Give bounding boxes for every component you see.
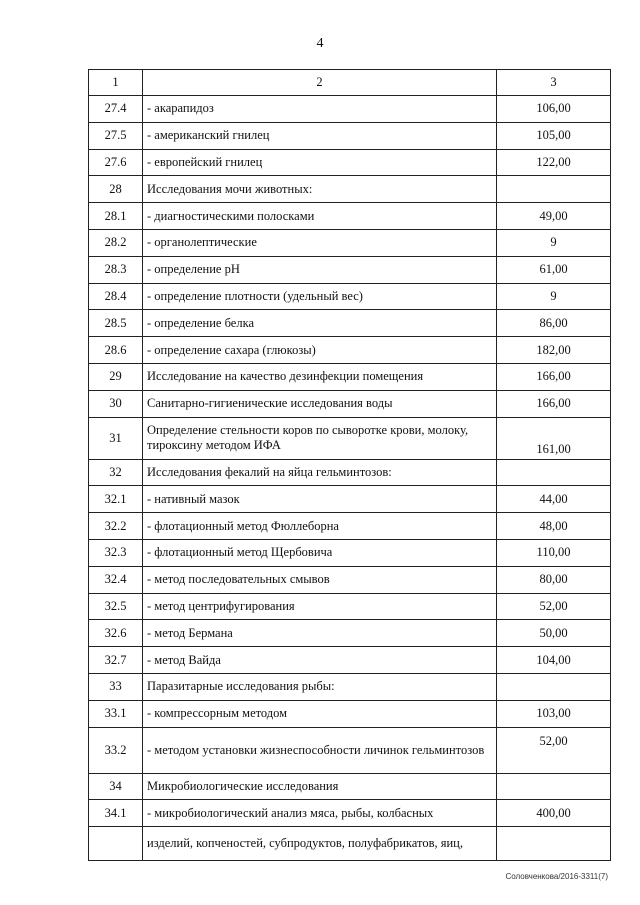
table-row: [89, 673, 611, 700]
row-price: [497, 176, 611, 203]
row-price: 161,00: [497, 417, 611, 459]
row-price: 9: [497, 229, 611, 256]
row-number: 32.6: [89, 620, 143, 647]
row-description: Паразитарные исследования рыбы:: [143, 673, 497, 700]
row-price: 106,00: [497, 96, 611, 123]
row-number: 34: [89, 773, 143, 800]
row-price: [497, 673, 611, 700]
row-number: 32.1: [89, 486, 143, 513]
row-number: 30: [89, 390, 143, 417]
row-price: [497, 459, 611, 486]
table-row: [89, 566, 611, 593]
row-number: 32.4: [89, 566, 143, 593]
row-description: Исследования фекалий на яйца гельминтозов:: [143, 459, 497, 486]
row-number: 32.3: [89, 539, 143, 566]
table-row: [89, 459, 611, 486]
row-number: 32.5: [89, 593, 143, 620]
row-description: - определение сахара (глюкозы): [143, 337, 497, 364]
table-row: [89, 539, 611, 566]
row-price: 80,00: [497, 566, 611, 593]
price-table: [88, 69, 611, 861]
table-header-row: [89, 70, 611, 96]
row-price: 103,00: [497, 700, 611, 727]
row-number: 28.6: [89, 337, 143, 364]
row-number: 27.6: [89, 149, 143, 176]
row-number: 32.7: [89, 647, 143, 674]
row-price: 9: [497, 283, 611, 310]
table-row: [89, 122, 611, 149]
row-description: Микробиологические исследования: [143, 773, 497, 800]
table-row: [89, 96, 611, 123]
row-description: - метод последовательных смывов: [143, 566, 497, 593]
row-price: 166,00: [497, 363, 611, 390]
row-price: 50,00: [497, 620, 611, 647]
row-description: Санитарно-гигиенические исследования воды: [143, 390, 497, 417]
table-row: [89, 827, 611, 861]
row-description: - метод Бермана: [143, 620, 497, 647]
row-number: 28.1: [89, 203, 143, 230]
row-number: [89, 827, 143, 861]
row-price: 105,00: [497, 122, 611, 149]
row-description: - акарапидоз: [143, 96, 497, 123]
row-description: - флотационный метод Фюллеборна: [143, 513, 497, 540]
document-footer-code: Соловченкова/2016-3311(7): [505, 872, 608, 881]
page-number: 4: [316, 36, 324, 51]
row-description: - американский гнилец: [143, 122, 497, 149]
row-price: 44,00: [497, 486, 611, 513]
row-description: Определение стельности коров по сыворотке крови, молоку, тироксину методом ИФА: [143, 417, 497, 459]
table-row: [89, 390, 611, 417]
row-number: 32: [89, 459, 143, 486]
row-number: 27.5: [89, 122, 143, 149]
table-row: [89, 337, 611, 364]
table-row: [89, 149, 611, 176]
row-description: Исследование на качество дезинфекции помещения: [143, 363, 497, 390]
row-number: 28.5: [89, 310, 143, 337]
row-price: 86,00: [497, 310, 611, 337]
row-description: - нативный мазок: [143, 486, 497, 513]
row-description: - европейский гнилец: [143, 149, 497, 176]
row-number: 29: [89, 363, 143, 390]
row-price: 104,00: [497, 647, 611, 674]
header-cell-3: 3: [497, 70, 611, 96]
table-row: [89, 620, 611, 647]
table-row: [89, 727, 611, 773]
header-cell-2: 2: [143, 70, 497, 96]
row-price: 52,00: [497, 727, 611, 773]
row-price: 61,00: [497, 256, 611, 283]
row-price: 166,00: [497, 390, 611, 417]
row-number: 27.4: [89, 96, 143, 123]
row-number: 32.2: [89, 513, 143, 540]
table-row: [89, 417, 611, 459]
row-price: 182,00: [497, 337, 611, 364]
row-price: 400,00: [497, 800, 611, 827]
table-row: [89, 800, 611, 827]
table-row: [89, 229, 611, 256]
row-price: 49,00: [497, 203, 611, 230]
row-number: 28.3: [89, 256, 143, 283]
table-row: [89, 647, 611, 674]
row-price: [497, 827, 611, 861]
table-row: [89, 773, 611, 800]
row-description: - определение белка: [143, 310, 497, 337]
row-number: 33.2: [89, 727, 143, 773]
table-row: [89, 256, 611, 283]
row-price: 110,00: [497, 539, 611, 566]
table-row: [89, 486, 611, 513]
row-description: - методом установки жизнеспособности личинок гельминтозов: [143, 727, 497, 773]
row-description: Исследования мочи животных:: [143, 176, 497, 203]
table-row: [89, 700, 611, 727]
row-description: - органолептические: [143, 229, 497, 256]
row-price: [497, 773, 611, 800]
row-number: 28.2: [89, 229, 143, 256]
row-description: - компрессорным методом: [143, 700, 497, 727]
row-description: - флотационный метод Щербовича: [143, 539, 497, 566]
row-number: 28: [89, 176, 143, 203]
row-description: изделий, копченостей, субпродуктов, полуфабрикатов, яиц,: [143, 827, 497, 861]
row-price: 122,00: [497, 149, 611, 176]
row-number: 31: [89, 417, 143, 459]
row-description: - микробиологический анализ мяса, рыбы, колбасных: [143, 800, 497, 827]
row-number: 34.1: [89, 800, 143, 827]
row-description: - диагностическими полосками: [143, 203, 497, 230]
table-row: [89, 310, 611, 337]
header-cell-1: 1: [89, 70, 143, 96]
row-price: 48,00: [497, 513, 611, 540]
row-description: - метод центрифугирования: [143, 593, 497, 620]
table-row: [89, 593, 611, 620]
row-description: - определение pH: [143, 256, 497, 283]
table-row: [89, 513, 611, 540]
row-number: 33.1: [89, 700, 143, 727]
row-number: 28.4: [89, 283, 143, 310]
row-number: 33: [89, 673, 143, 700]
row-description: - определение плотности (удельный вес): [143, 283, 497, 310]
table-row: [89, 203, 611, 230]
row-price: 52,00: [497, 593, 611, 620]
table-row: [89, 363, 611, 390]
table-row: [89, 176, 611, 203]
table-row: [89, 283, 611, 310]
row-description: - метод Вайда: [143, 647, 497, 674]
